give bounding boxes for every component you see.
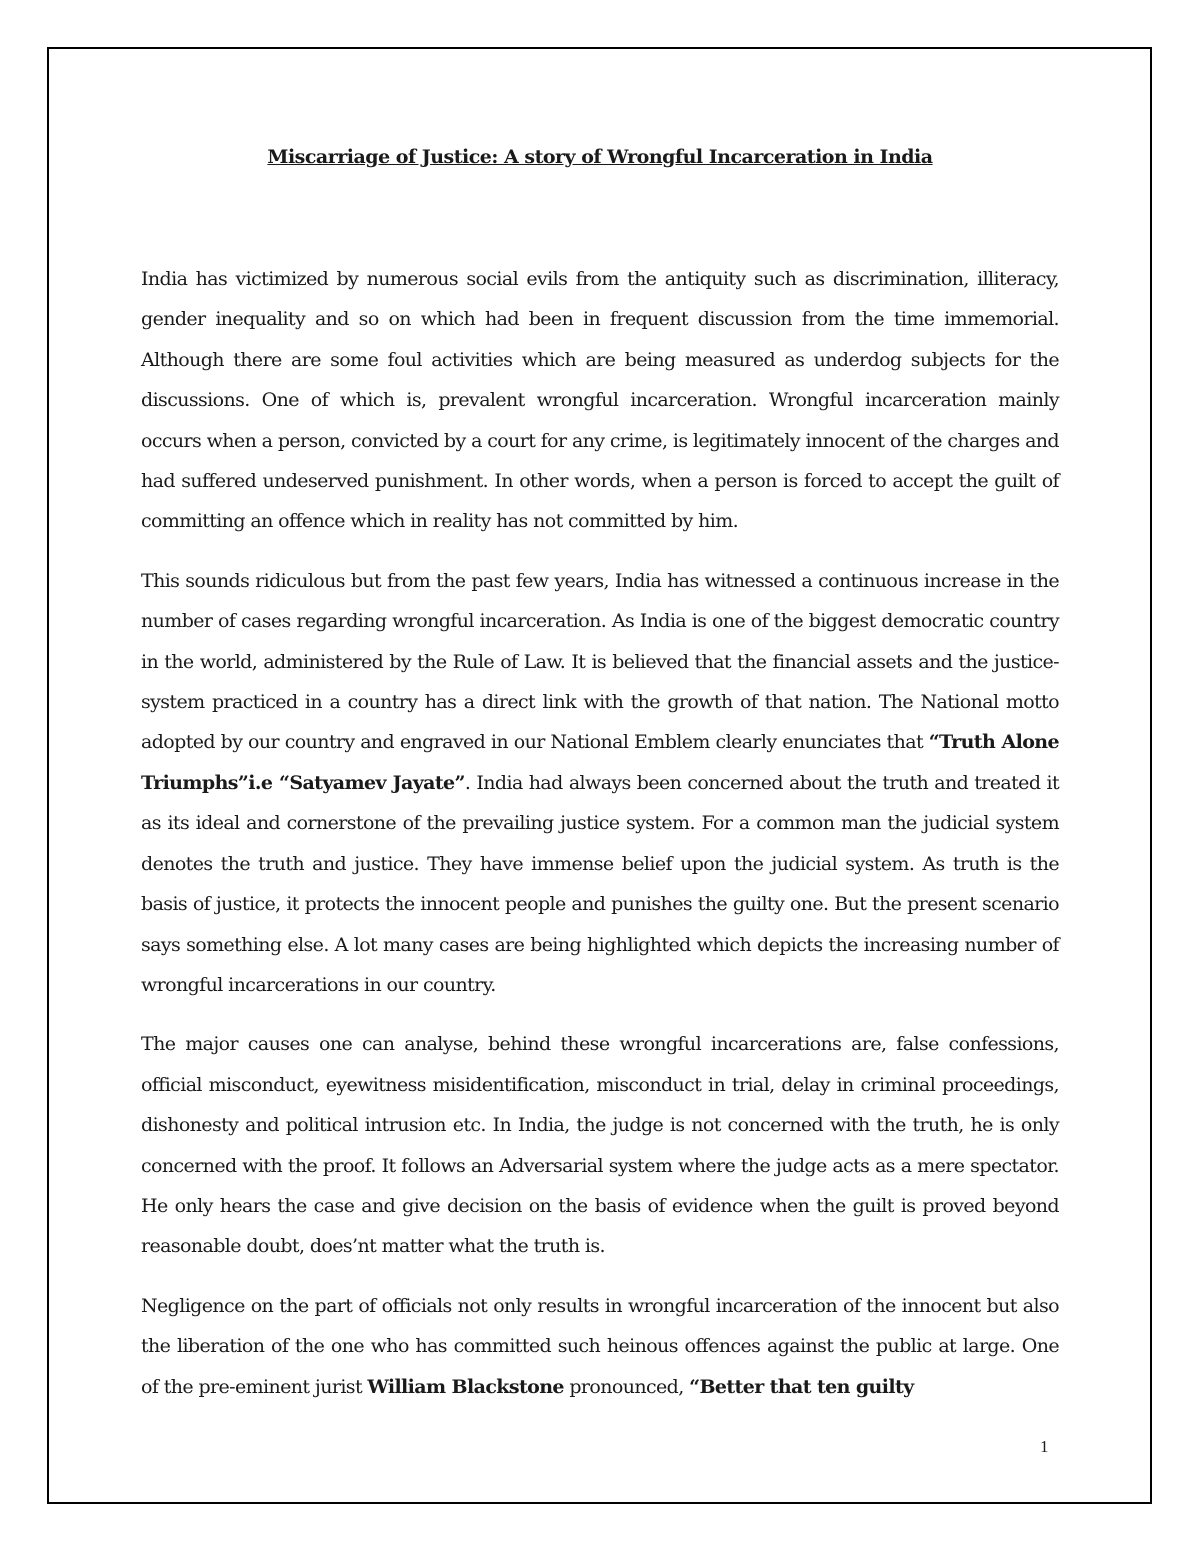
paragraph-1 bbox=[141, 259, 1059, 542]
paragraph-4 bbox=[141, 1286, 1059, 1407]
document-body bbox=[141, 142, 1059, 1407]
paragraph-4-text-a: Negligence on the part of officials not only results in wrongful incarceration of the innocent but also the liberation of the one who has committed such heinous offences against the public at large. One of the pre-eminent jurist bbox=[141, 1294, 1059, 1398]
paragraph-4-text-b: pronounced, bbox=[563, 1375, 690, 1398]
paragraph-3-text: The major causes one can analyse, behind these wrongful incarcerations are, false confessions, official misconduct, eyewitness misidentification, misconduct in trial, delay in criminal proceedings, dishonesty and political intrusion etc. In India, the judge is not concerned with the truth, he is only concerned with the proof. It follows an Adversarial system where the judge acts as a mere spectator. He only hears the case and give decision on the basis of evidence when the guilt is proved beyond reasonable doubt, does’nt matter what the truth is. bbox=[141, 1033, 1059, 1258]
page-number: 1 bbox=[1040, 1437, 1049, 1456]
national-motto-bold: “Truth Alone Triumphs”i.e “Satyamev Jayate” bbox=[141, 731, 1059, 794]
paragraph-2 bbox=[141, 561, 1059, 1005]
paragraph-3 bbox=[141, 1024, 1059, 1266]
paragraph-1-text: India has victimized by numerous social evils from the antiquity such as discrimination, illiteracy, gender inequality and so on which had been in frequent discussion from the time immemorial. Although there are some foul activities which are being measured as underdog subjects for the discussions. One of which is, prevalent wrongful incarceration. Wrongful incarceration mainly occurs when a person, convicted by a court for any crime, is legitimately innocent of the charges and had suffered undeserved punishment. In other words, when a person is forced to accept the guilt of committing an offence which in reality has not committed by him. bbox=[141, 268, 1059, 533]
paragraph-2-text-b: . India had always been concerned about the truth and treated it as its ideal and cornerstone of the prevailing justice system. For a common man the judicial system denotes the truth and justice. They have immense belief upon the judicial system. As truth is the basis of justice, it protects the innocent people and punishes the guilty one. But the present scenario says something else. A lot many cases are being highlighted which depicts the increasing number of wrongful incarcerations in our country. bbox=[141, 771, 1059, 996]
document-title: Miscarriage of Justice: A story of Wrongful Incarceration in India bbox=[267, 146, 933, 168]
jurist-name-bold: William Blackstone bbox=[367, 1375, 564, 1398]
quote-bold: “Better that ten guilty bbox=[689, 1375, 914, 1398]
paragraph-2-text-a: This sounds ridiculous but from the past few years, India has witnessed a continuous increase in the number of cases regarding wrongful incarceration. As India is one of the biggest democratic country in the world, administered by the Rule of Law. It is believed that the financial assets and the justice-system practiced in a country has a direct link with the growth of that nation. The National motto adopted by our country and engraved in our National Emblem clearly enunciates that bbox=[141, 569, 1059, 754]
